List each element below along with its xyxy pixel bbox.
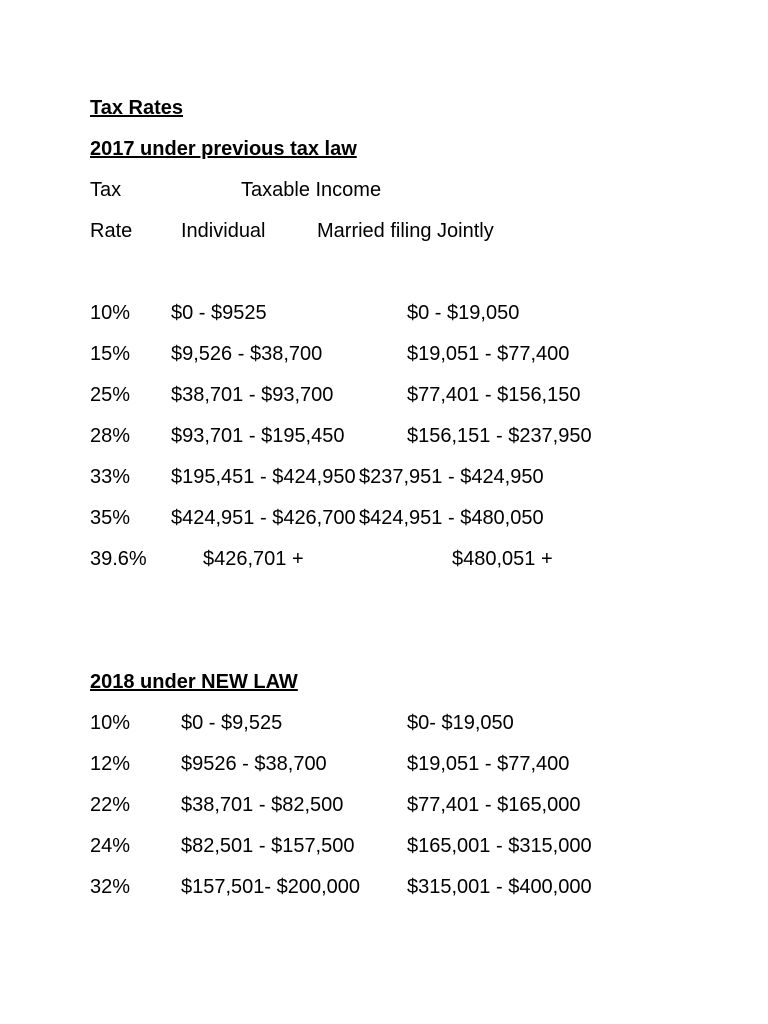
rate-cell: 39.6% xyxy=(90,548,147,570)
married-cell: $424,951 - $480,050 xyxy=(359,507,544,529)
rate-cell: 12% xyxy=(90,753,131,775)
table-row xyxy=(0,503,768,533)
title-line xyxy=(0,93,768,123)
table-row xyxy=(0,421,768,451)
individual-cell: $195,451 - $424,950 xyxy=(171,466,356,488)
married-cell: $237,951 - $424,950 xyxy=(359,466,544,488)
rate-cell: 10% xyxy=(90,712,131,734)
header-taxable-income: Taxable Income xyxy=(241,179,382,201)
header-married: Married filing Jointly xyxy=(317,220,494,242)
rate-cell: 15% xyxy=(90,343,131,365)
married-cell: $165,001 - $315,000 xyxy=(407,835,592,857)
married-cell: $0- $19,050 xyxy=(407,712,514,734)
header-row-2 xyxy=(0,216,768,246)
individual-cell: $9526 - $38,700 xyxy=(181,753,327,775)
individual-cell: $0 - $9,525 xyxy=(181,712,283,734)
page-title: Tax Rates xyxy=(90,97,184,119)
rate-cell: 28% xyxy=(90,425,131,447)
table-row xyxy=(0,708,768,738)
rate-cell: 24% xyxy=(90,835,131,857)
married-cell: $77,401 - $165,000 xyxy=(407,794,581,816)
table-row xyxy=(0,831,768,861)
married-cell: $19,051 - $77,400 xyxy=(407,753,570,775)
table-row xyxy=(0,380,768,410)
individual-cell: $9,526 - $38,700 xyxy=(171,343,323,365)
header-individual: Individual xyxy=(181,220,266,242)
individual-cell: $157,501- $200,000 xyxy=(181,876,361,898)
table-row xyxy=(0,872,768,902)
individual-cell: $38,701 - $82,500 xyxy=(181,794,344,816)
section-2017-heading-line xyxy=(0,134,768,164)
individual-cell: $82,501 - $157,500 xyxy=(181,835,355,857)
married-cell: $19,051 - $77,400 xyxy=(407,343,570,365)
table-row xyxy=(0,339,768,369)
table-row xyxy=(0,749,768,779)
rate-cell: 33% xyxy=(90,466,131,488)
rate-cell: 10% xyxy=(90,302,131,324)
table-row xyxy=(0,298,768,328)
header-tax: Tax xyxy=(90,179,122,201)
rate-cell: 25% xyxy=(90,384,131,406)
individual-cell: $426,701 + xyxy=(203,548,304,570)
rate-cell: 35% xyxy=(90,507,131,529)
table-row xyxy=(0,462,768,492)
individual-cell: $38,701 - $93,700 xyxy=(171,384,334,406)
section-2018-heading: 2018 under NEW LAW xyxy=(90,671,298,693)
individual-cell: $0 - $9525 xyxy=(171,302,267,324)
table-row xyxy=(0,790,768,820)
married-cell: $480,051 + xyxy=(452,548,553,570)
header-row-1 xyxy=(0,175,768,205)
married-cell: $315,001 - $400,000 xyxy=(407,876,592,898)
individual-cell: $424,951 - $426,700 xyxy=(171,507,356,529)
married-cell: $77,401 - $156,150 xyxy=(407,384,581,406)
individual-cell: $93,701 - $195,450 xyxy=(171,425,345,447)
section-2018-heading-line xyxy=(0,667,768,697)
rate-cell: 32% xyxy=(90,876,131,898)
married-cell: $0 - $19,050 xyxy=(407,302,520,324)
header-rate: Rate xyxy=(90,220,133,242)
rate-cell: 22% xyxy=(90,794,131,816)
table-row xyxy=(0,544,768,574)
married-cell: $156,151 - $237,950 xyxy=(407,425,592,447)
section-2017-heading: 2017 under previous tax law xyxy=(90,138,357,160)
